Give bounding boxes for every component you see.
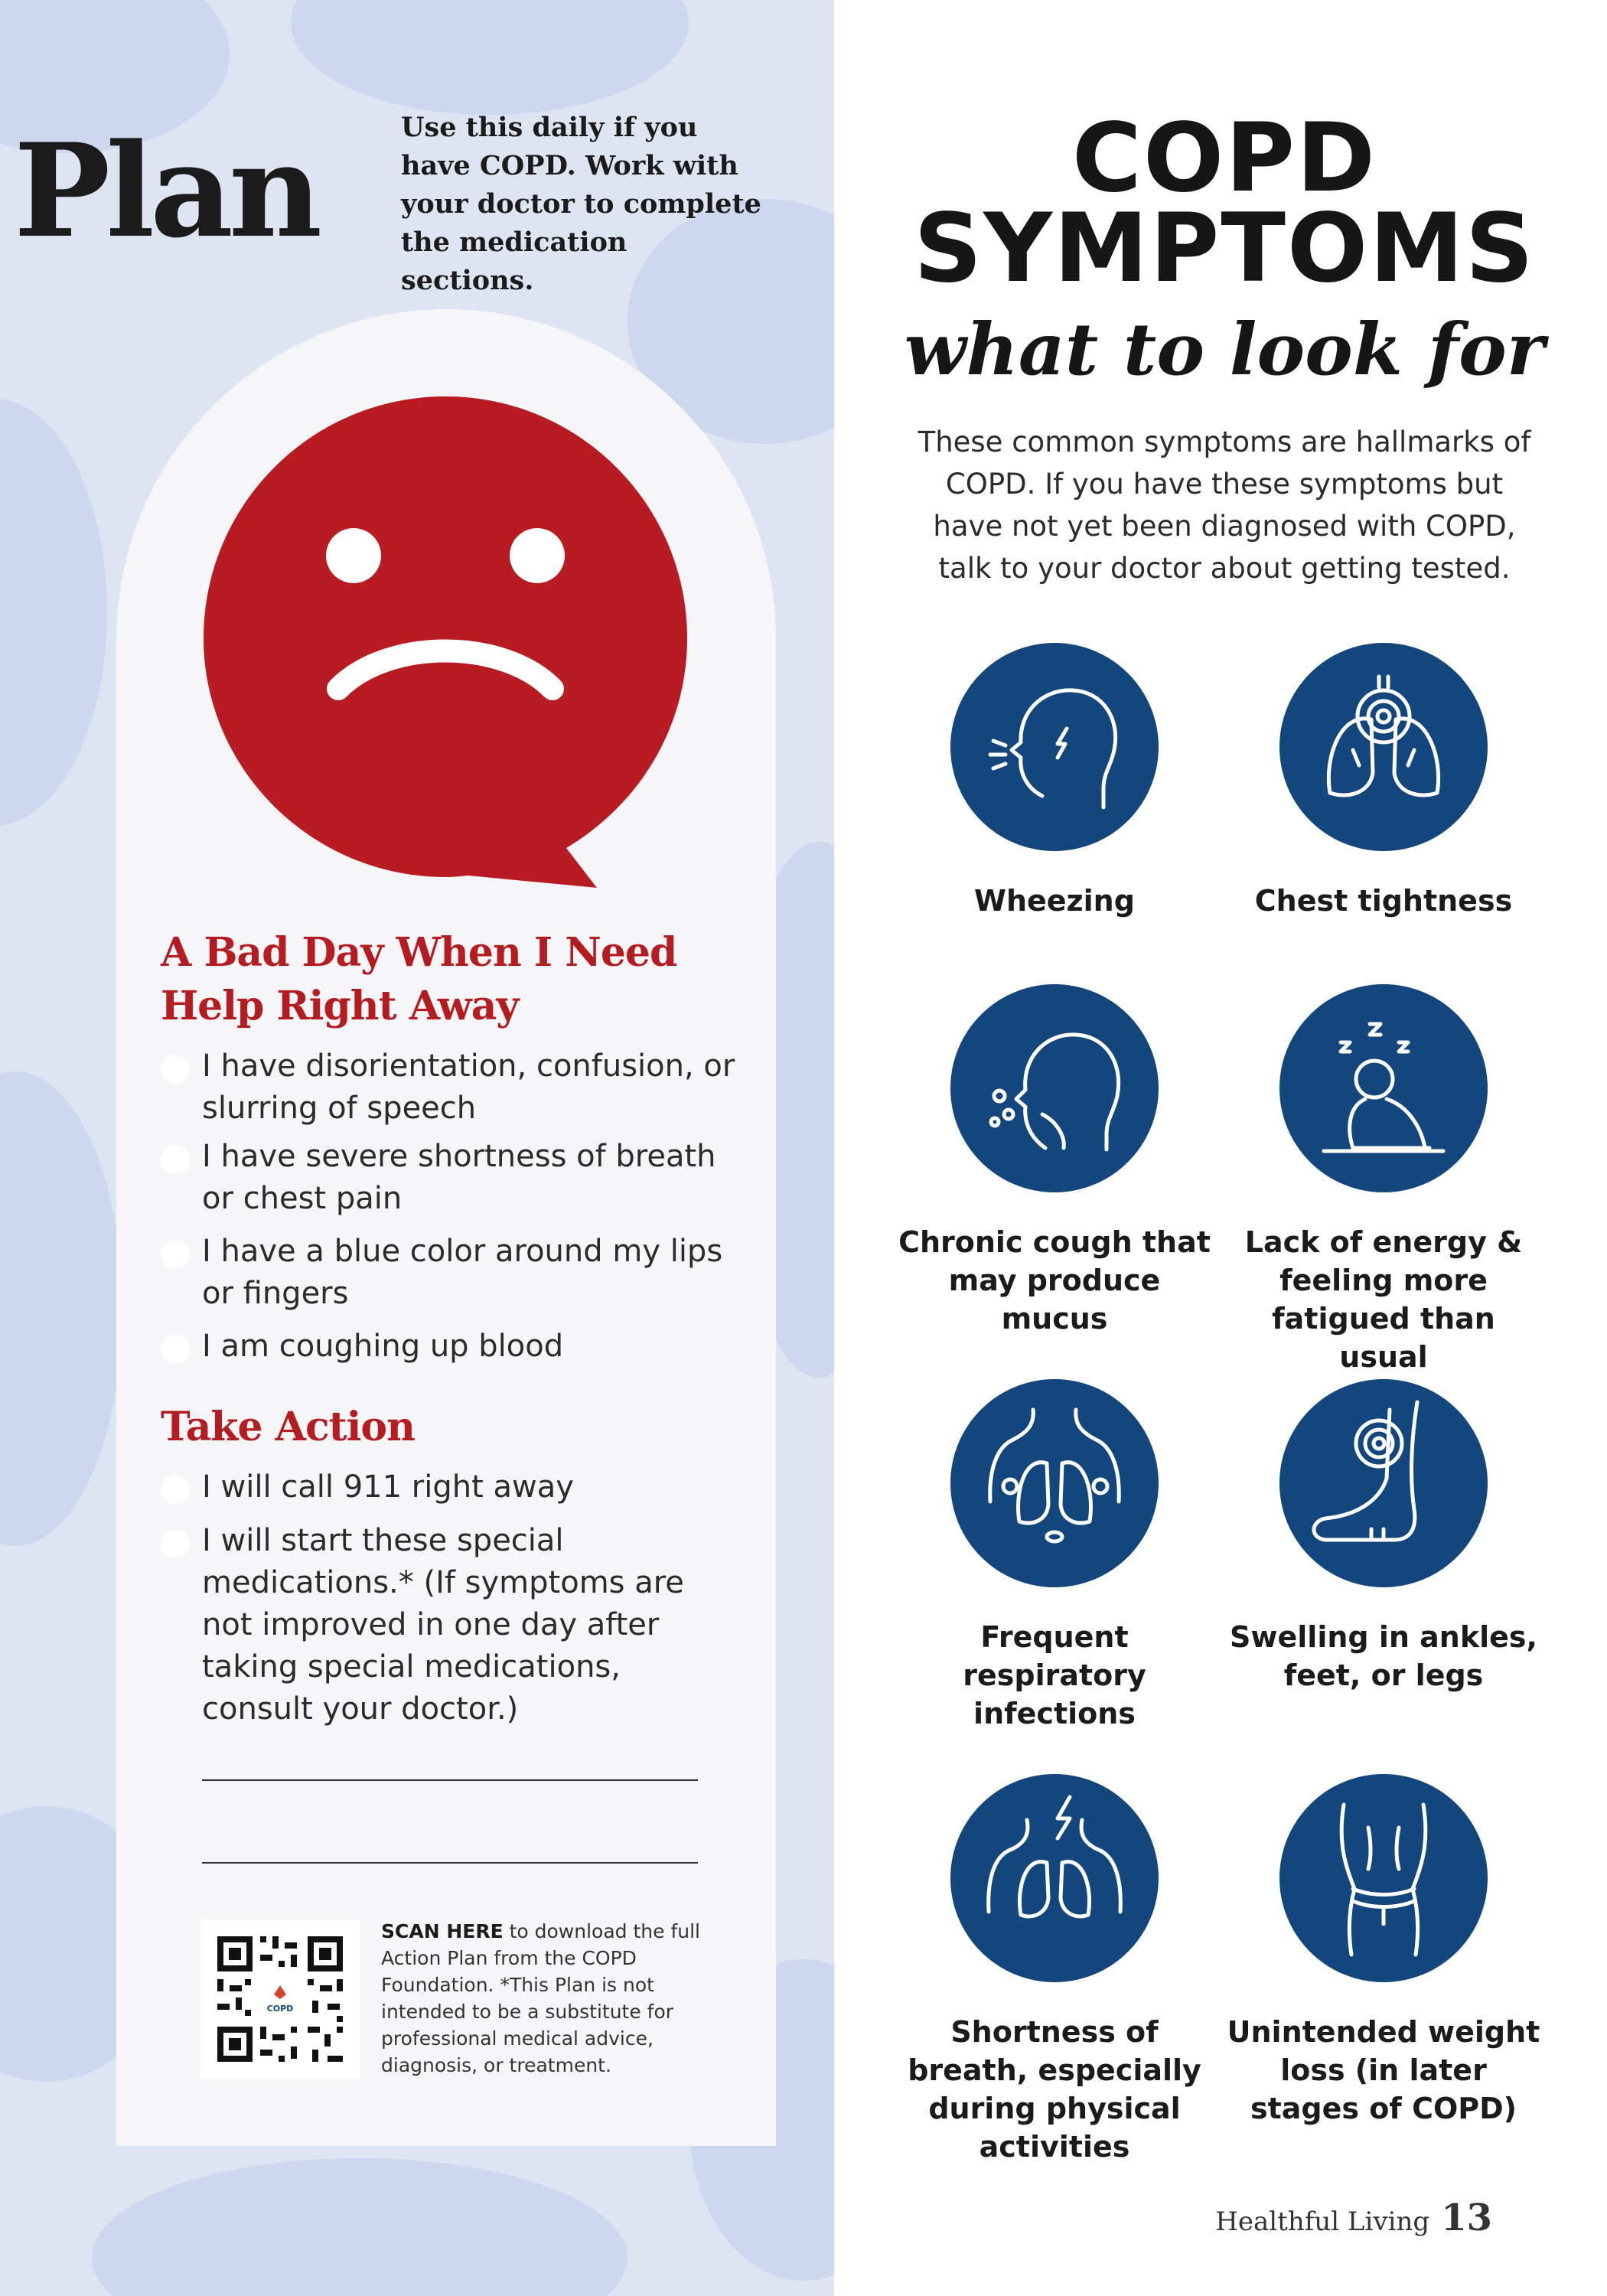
qr-code-icon — [200, 1919, 360, 2079]
checkbox-circle[interactable] — [161, 1476, 190, 1505]
symptom-label: Unintended weight loss (in later stages of COPD) — [1227, 2015, 1540, 2125]
symptom-label: Chronic cough that may produce mucus — [898, 1225, 1211, 1336]
checkbox-circle[interactable] — [161, 1055, 190, 1084]
medication-write-line[interactable] — [202, 1862, 698, 1864]
symptom-label: Wheezing — [974, 884, 1135, 918]
coughing-head-icon — [950, 984, 1159, 1192]
medication-write-line[interactable] — [202, 1779, 698, 1781]
magazine-name: Healthful Living — [1215, 2206, 1430, 2237]
symptom-card — [1223, 643, 1544, 920]
symptoms-title — [842, 103, 1607, 304]
symptom-card — [1223, 1774, 1544, 2128]
page-footer — [1215, 2197, 1492, 2239]
page-number: 13 — [1441, 2197, 1492, 2239]
wheezing-head-icon — [950, 643, 1159, 851]
symptom-label: Lack of energy & feeling more fatigued than usual — [1244, 1225, 1523, 1374]
take-action-heading: Take Action — [161, 1404, 415, 1450]
symptom-label: Shortness of breath, especially during physical activities — [908, 2015, 1201, 2164]
bad-day-item — [161, 1326, 750, 1368]
tired-person-icon — [1279, 984, 1488, 1192]
background-blob — [0, 1071, 122, 1546]
symptom-label: Swelling in ankles, feet, or legs — [1230, 1620, 1537, 1692]
take-action-item-text: I will call 911 right away — [202, 1469, 574, 1505]
symptom-card — [894, 1774, 1215, 2166]
symptom-label: Chest tightness — [1254, 884, 1513, 918]
bad-day-item — [161, 1045, 750, 1130]
checkbox-circle[interactable] — [161, 1240, 190, 1269]
bad-day-item-text: I have severe shortness of breath or chest pain — [202, 1139, 716, 1216]
take-action-item — [161, 1520, 712, 1730]
waist-measure-icon — [1279, 1774, 1488, 1982]
scan-here-label: SCAN HERE — [381, 1920, 504, 1942]
symptom-card — [894, 643, 1215, 920]
take-action-item — [161, 1466, 750, 1508]
bad-day-heading — [161, 926, 676, 1033]
background-blob — [291, 0, 689, 115]
plan-intro: Use this daily if you have COPD. Work with your doctor to complete the medication sections. — [401, 112, 761, 296]
sad-face-speech-bubble-icon — [200, 392, 690, 928]
symptom-card — [894, 1379, 1215, 1733]
swollen-foot-icon — [1279, 1379, 1488, 1587]
bad-day-heading-line: Help Right Away — [161, 983, 519, 1029]
symptoms-intro: These common symptoms are hallmarks of COPD. If you have these symptoms but have not yet been diagnosed with COPD, talk to your doctor about getting tested. — [918, 426, 1531, 585]
bad-day-item-text: I have a blue color around my lips or fingers — [202, 1234, 723, 1311]
infected-lungs-icon — [950, 1379, 1159, 1587]
background-blob — [0, 398, 107, 827]
plan-title: Plan — [14, 115, 318, 266]
symptom-label: Frequent respiratory infections — [963, 1620, 1146, 1730]
take-action-item-text: I will start these special medications.* (If symptoms are not improved in one day after taking special medications, consult your doctor.) — [202, 1523, 684, 1727]
chest-lightning-icon — [950, 1774, 1159, 1982]
scan-instructions — [381, 1918, 718, 2079]
bad-day-item — [161, 1231, 750, 1315]
checkbox-circle[interactable] — [161, 1529, 190, 1558]
symptoms-title-line: SYMPTOMS — [913, 194, 1536, 304]
qr-code[interactable] — [200, 1919, 360, 2079]
background-blob — [92, 2158, 627, 2296]
scan-disclaimer: to download the full Action Plan from the COPD Foundation. *This Plan is not intended to be a substitute for professional medical advice, diagnosis, or treatment. — [381, 1920, 700, 2076]
checkbox-circle[interactable] — [161, 1335, 190, 1364]
qr-logo-text: COPD — [266, 2004, 294, 2014]
bad-day-item — [161, 1136, 750, 1220]
bad-day-item-text: I am coughing up blood — [202, 1329, 564, 1364]
lungs-target-icon — [1279, 643, 1488, 851]
symptoms-title-line: COPD — [1071, 103, 1377, 214]
symptom-card — [1223, 1379, 1544, 1694]
bad-day-heading-line: A Bad Day When I Need — [161, 929, 677, 976]
symptom-card — [894, 984, 1215, 1338]
bad-day-item-text: I have disorientation, confusion, or slurring of speech — [202, 1049, 735, 1126]
checkbox-circle[interactable] — [161, 1145, 190, 1174]
symptom-card — [1223, 984, 1544, 1376]
symptoms-subtitle: what to look for — [904, 308, 1545, 392]
